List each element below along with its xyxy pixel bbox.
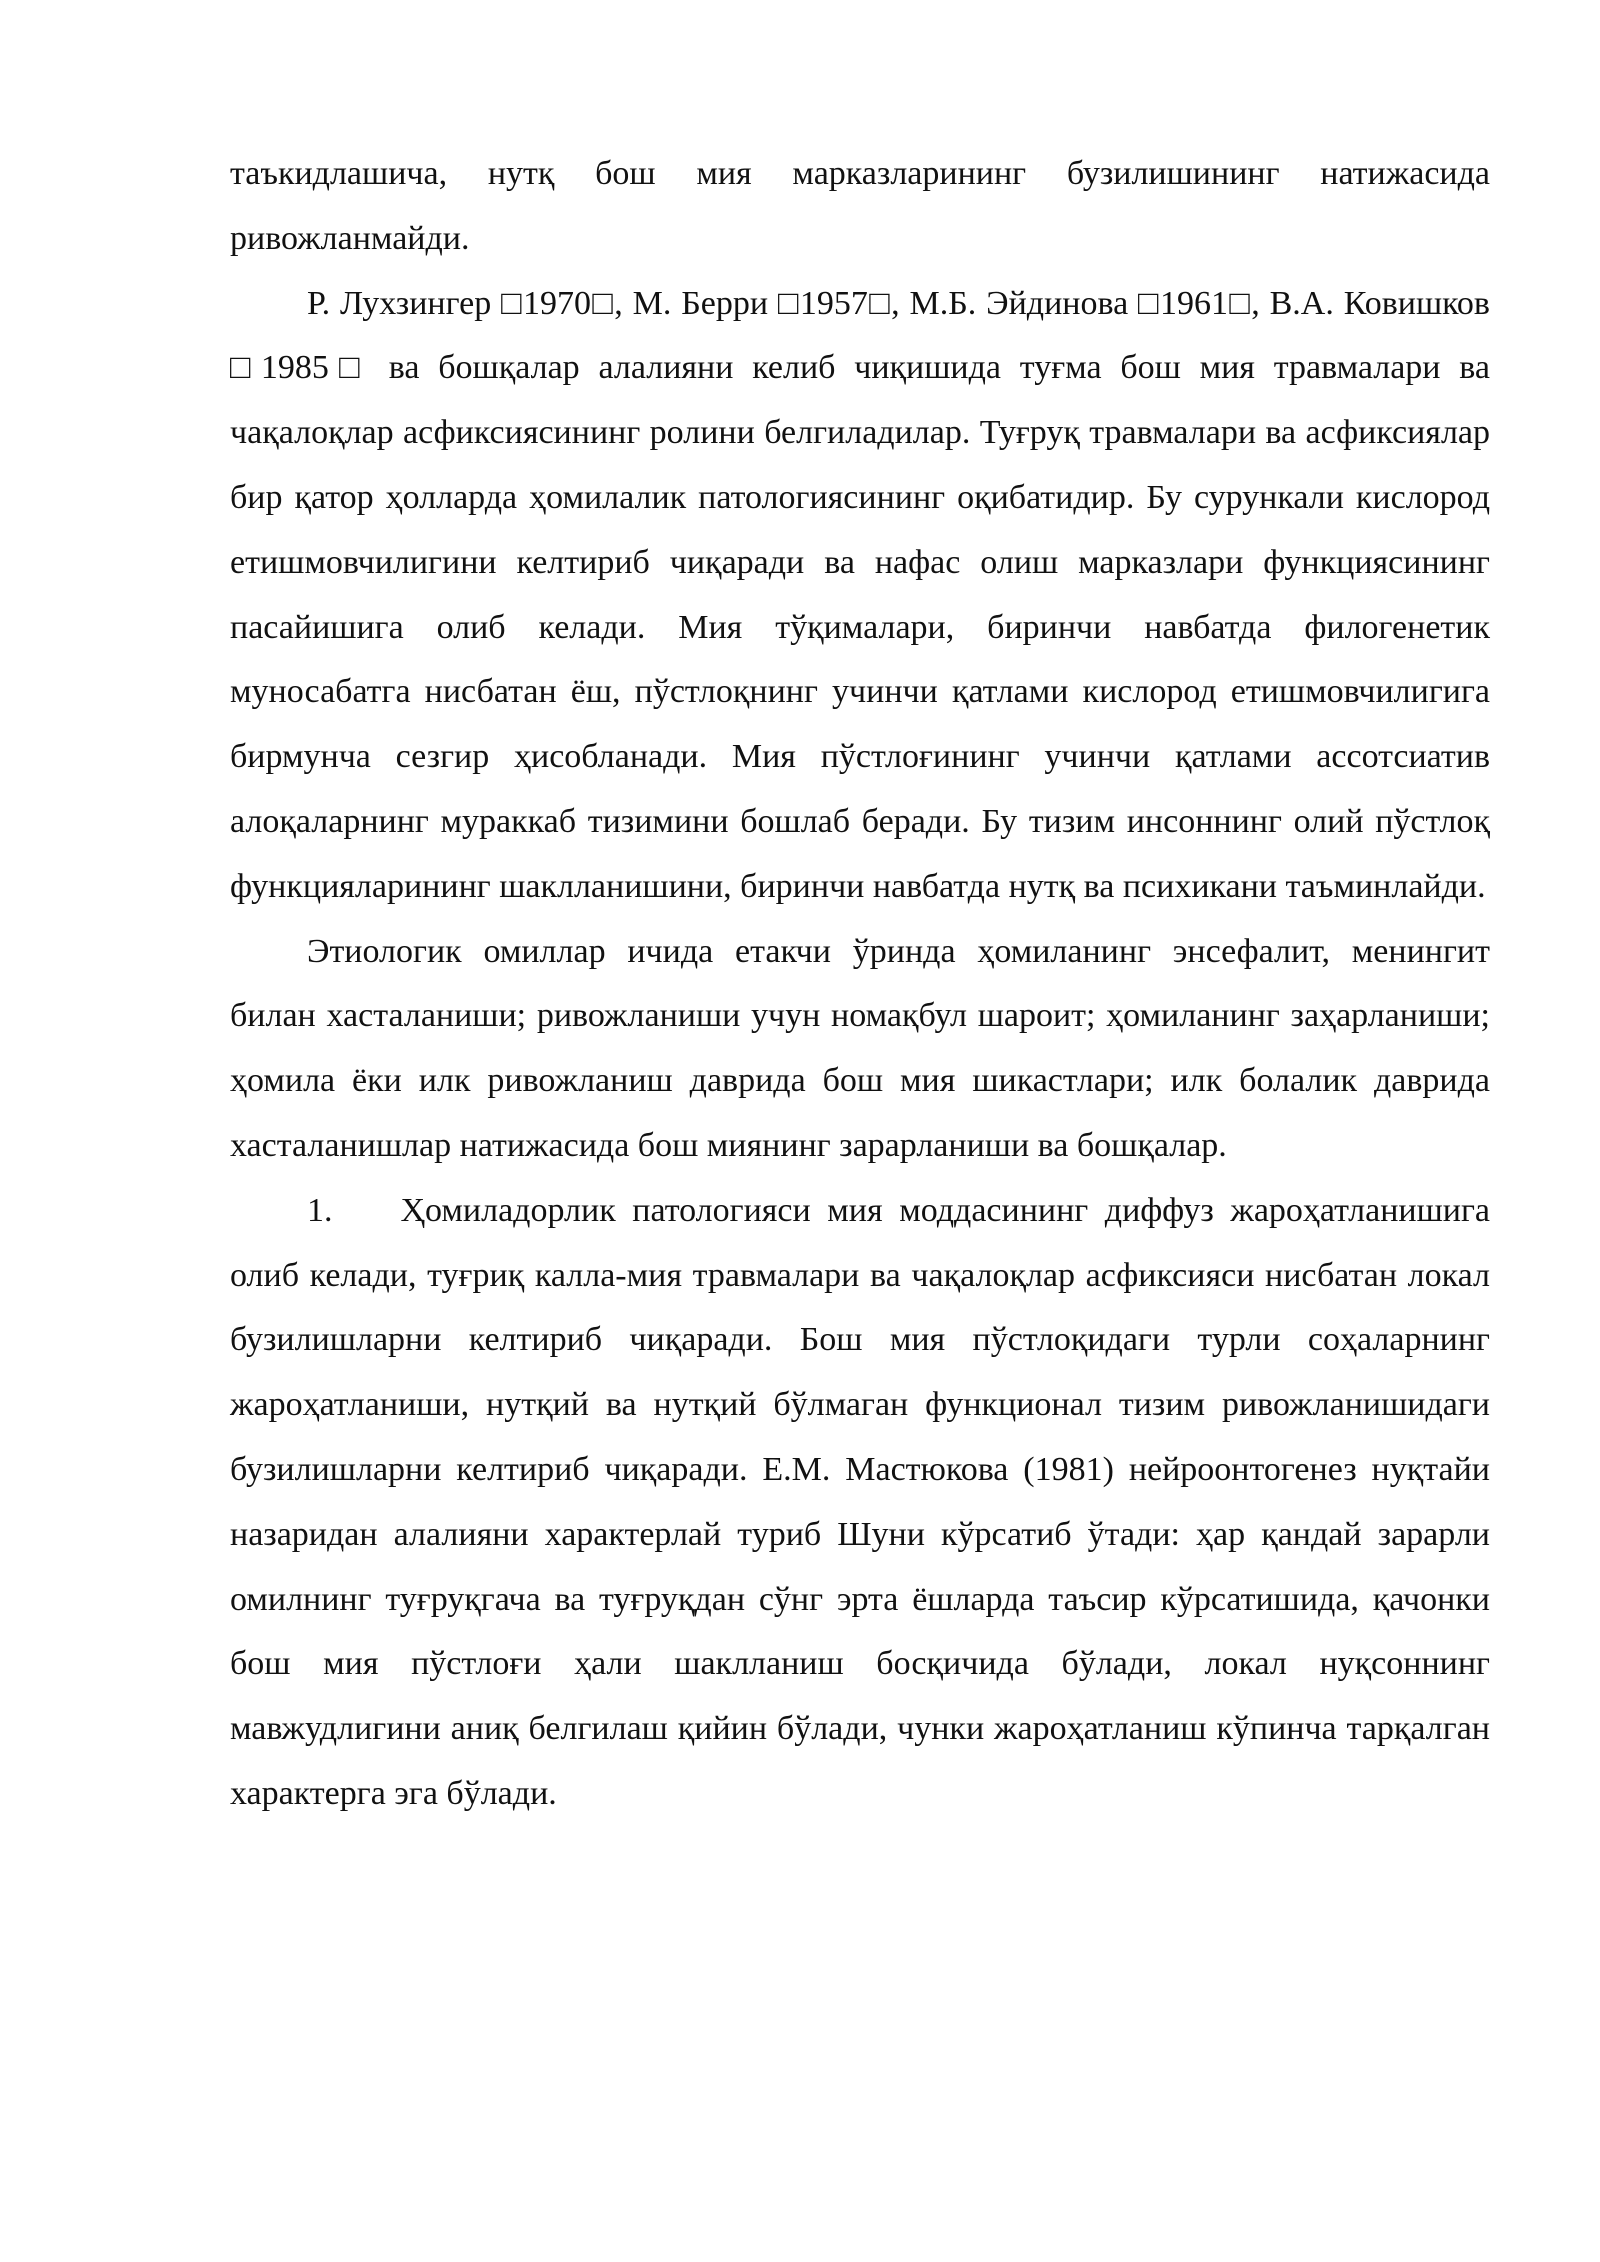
paragraph-item-1: 1. Ҳомиладорлик патологияси мия моддасининг диффуз жароҳатланишига олиб келади, туғриқ калла-мия травмалари ва чақалоқлар асфиксияси нисбатан локал бузилишларни келтириб чиқаради. Бош мия пўстлоқидаги турли соҳаларнинг жароҳатланиши, нутқий ва нутқий бўлмаган функционал тизим ривожланишидаги бузилишларни келтириб чиқаради. Е.М. Мастюкова (1981) нейроонтогенез нуқтайи назаридан алалияни характерлай туриб Шуни кўрсатиб ўтади: ҳар қандай зарарли омилнинг туғруқгача ва туғруқдан сўнг эрта ёшларда таъсир кўрсатишида, қачонки бош мия пўстлоғи ҳали шаклланиш босқичида бўлади, локал нуқсоннинг мавжудлигини аниқ белгилаш қийин бўлади, чунки жароҳатланиш кўпинча тарқалган характерга эга бўлади. [230,1191,1490,1812]
document-page [230,142,1490,1827]
paragraph-continuation: таъкидлашича, нутқ бош мия марказларининг бузилишининг натижасида ривожланмайди. [230,155,1490,257]
paragraph-birth-trauma: Р. Лухзингер □1970□, М. Берри □1957□, М.Б. Эйдинова □1961□, В.А. Ковишков □1985□ ва бошқалар алалияни келиб чиқишида туғма бош мия травмалари ва чақалоқлар асфиксиясининг ролини белгиладилар. Туғруқ травмалари ва асфиксиялар бир қатор ҳолларда ҳомилалик патологиясининг оқибатидир. Бу сурункали кислород етишмовчилигини келтириб чиқаради ва нафас олиш марказлари функциясининг пасайишига олиб келади. Мия тўқималари, биринчи навбатда филогенетик муносабатга нисбатан ёш, пўстлоқнинг учинчи қатлами кислород етишмовчилигига бирмунча сезгир ҳисобланади. Мия пўстлоғининг учинчи қатлами ассотсиатив алоқаларнинг мураккаб тизимини бошлаб беради. Бу тизим инсоннинг олий пўстлоқ функцияларининг шаклланишини, биринчи навбатда нутқ ва психикани таъминлайди. [230,284,1490,905]
paragraph-etiology: Этиологик омиллар ичида етакчи ўринда ҳомиланинг энсефалит, менингит билан хасталаниши; ривожланиши учун номақбул шароит; ҳомиланинг заҳарланиши; ҳомила ёки илк ривожланиш даврида бош мия шикастлари; илк болалик даврида хасталанишлар натижасида бош миянинг зарарланиши ва бошқалар. [230,932,1490,1164]
